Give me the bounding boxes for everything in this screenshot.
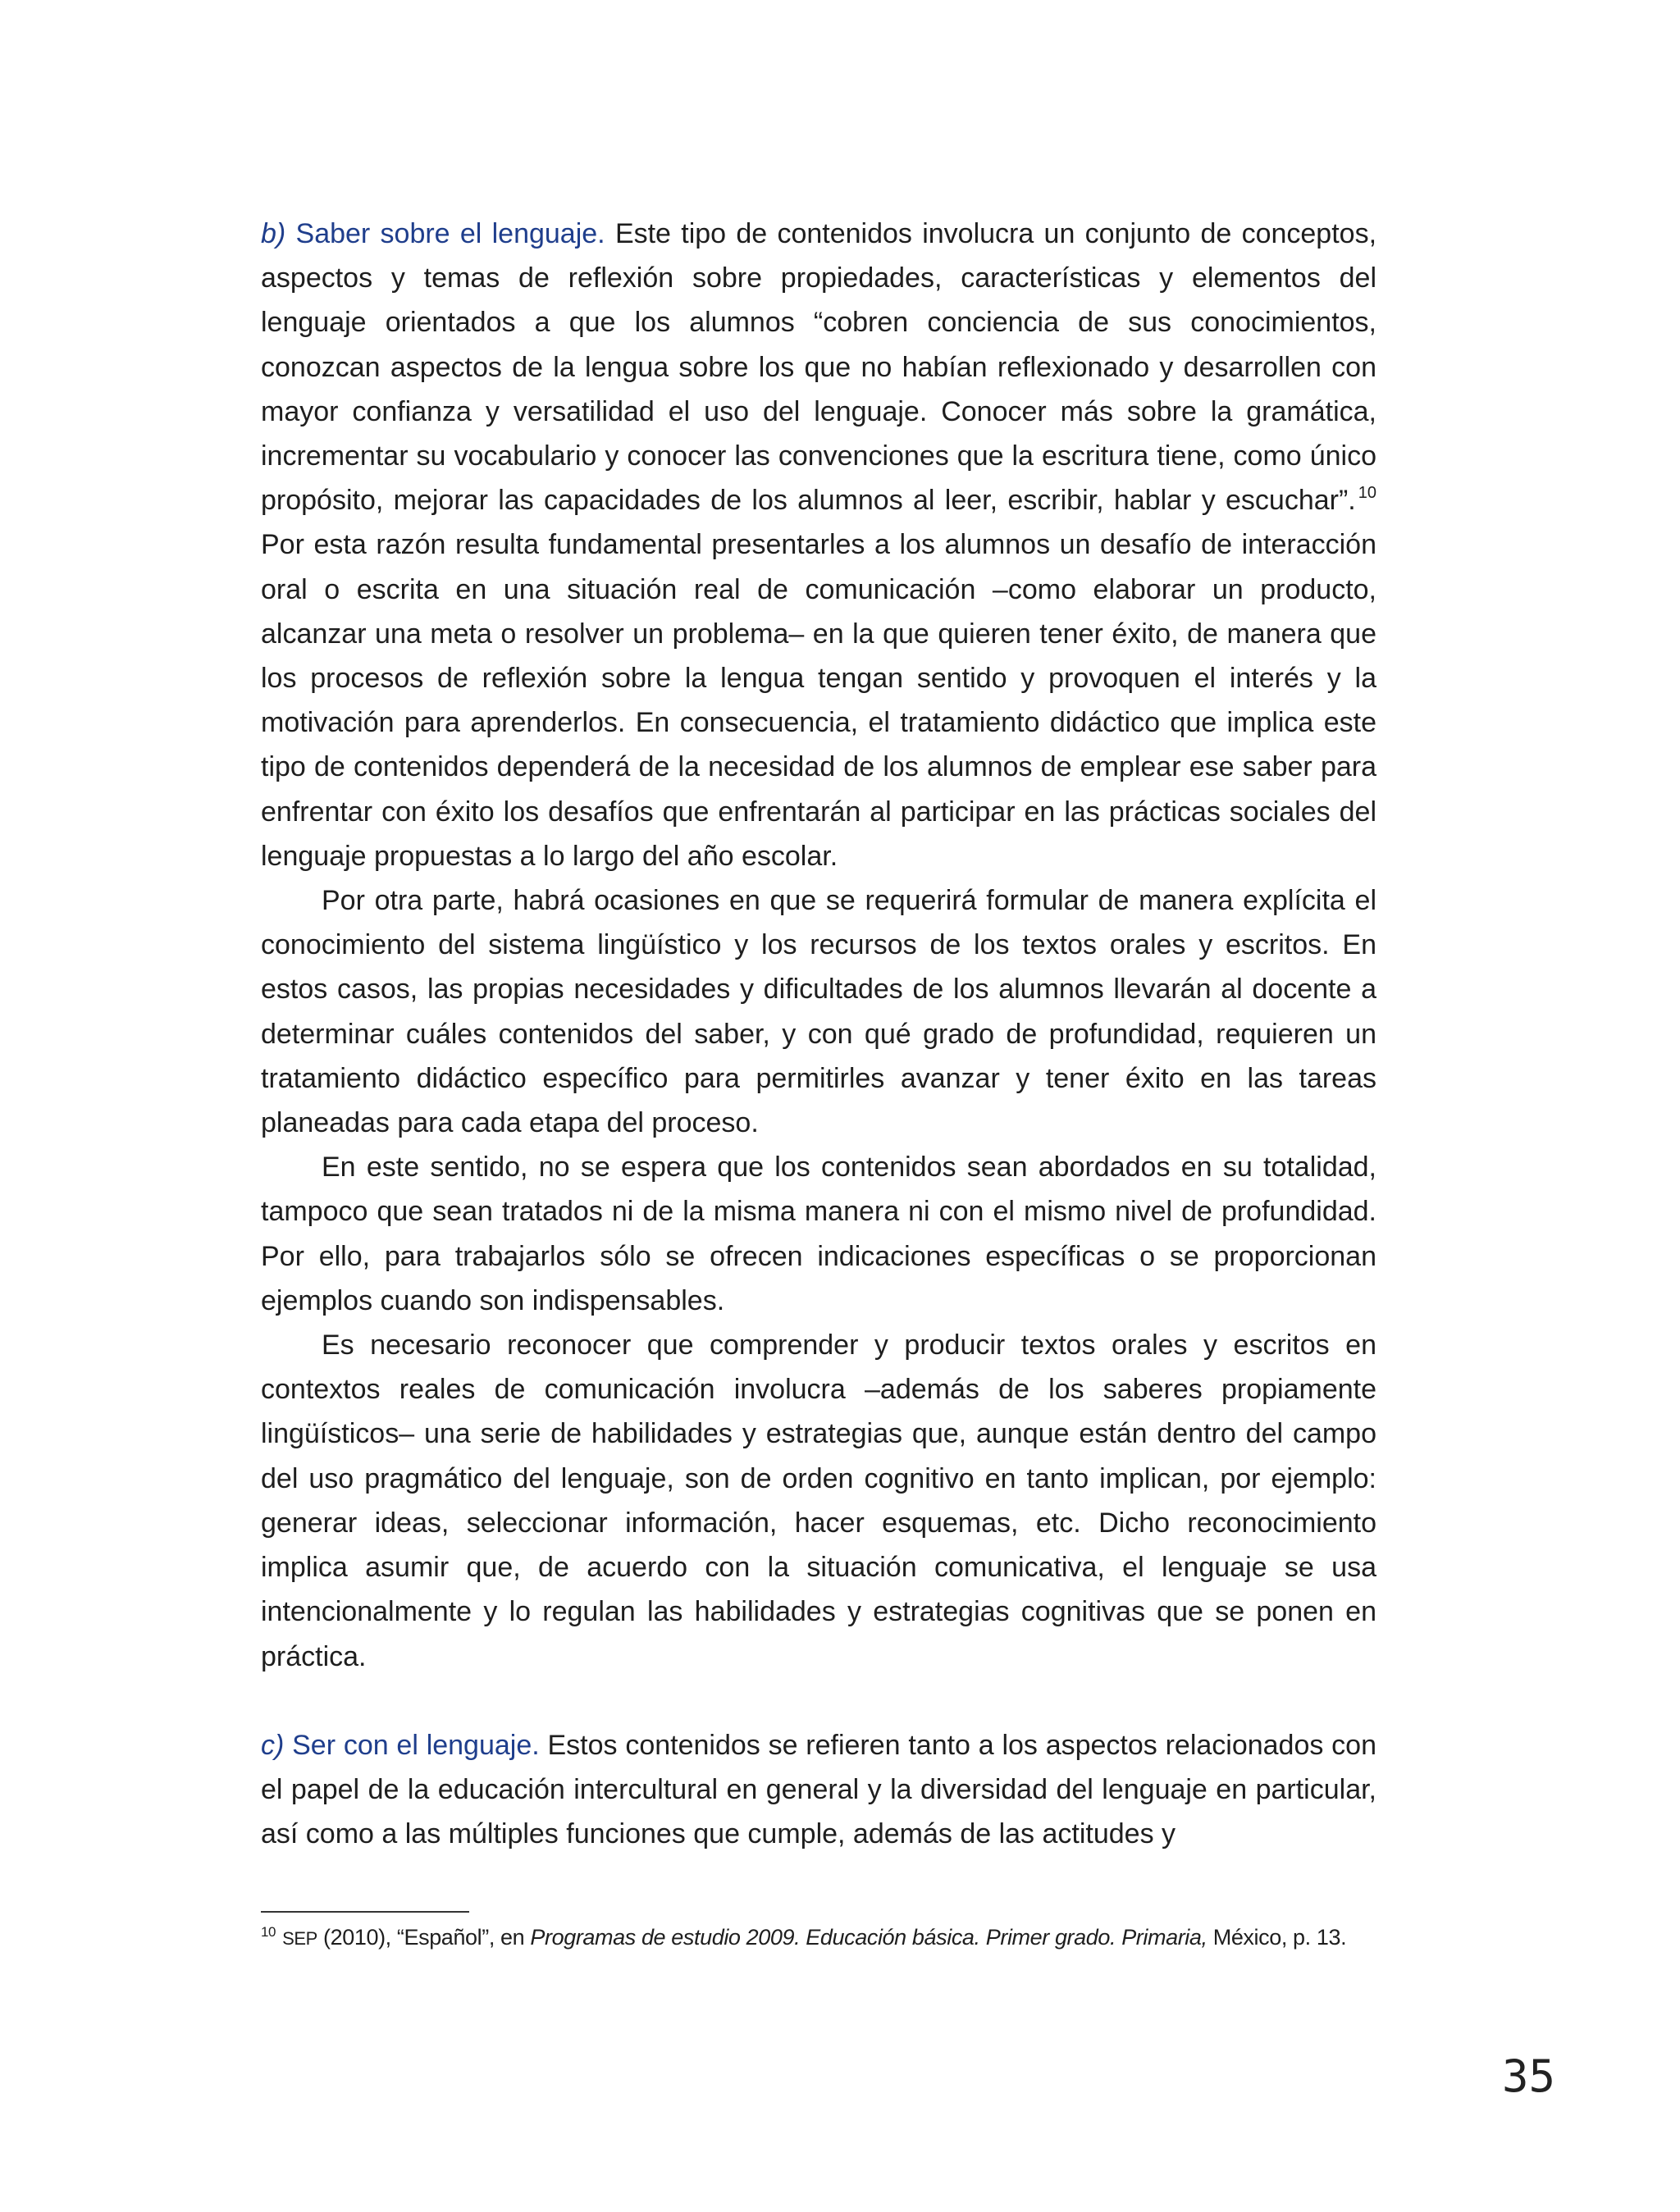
section-b-heading: [261, 218, 605, 249]
footnote-text-end: México, p. 13.: [1207, 1925, 1347, 1950]
section-b-letter: b): [261, 218, 286, 249]
body-text: [261, 212, 1376, 1856]
paragraph: En este sentido, no se espera que los contenidos sean abordados en su totalidad, tampoco que sean tratados ni de la misma manera ni con el mismo nivel de profundidad. Por ello, para trabajarlos sólo se ofrecen indicaciones específicas o se proporcionan ejemplos cuando son indispensables.: [261, 1152, 1376, 1316]
footnote-divider: [261, 1911, 469, 1913]
section-spacer: [261, 1679, 1376, 1723]
section-c-heading: [261, 1730, 540, 1761]
section-c-paragraph: [261, 1723, 1376, 1857]
paragraph: Por otra parte, habrá ocasiones en que se requerirá formular de manera explícita el conocimiento del sistema lingüístico y los recursos de los textos orales y escritos. En estos casos, las propias necesidades y dificultades de los alumnos llevarán al docente a determinar cuáles contenidos del saber, y con qué grado de profundidad, requieren un tratamiento didáctico específico para permitirles avanzar y tener éxito en las tareas planeadas para cada etapa del proceso.: [261, 885, 1376, 1139]
footnote: [261, 1922, 1393, 1954]
section-b-text: Este tipo de contenidos involucra un conjunto de conceptos, aspectos y temas de reflexión sobre propiedades, características y elementos del lenguaje orientados a que los alumnos “cobren conciencia de sus conocimientos, conozcan aspectos de la lengua sobre los que no habían reflexionado y desarrollen con mayor confianza y versatilidad el uso del lenguaje. Conocer más sobre la gramática, incrementar su vocabulario y conocer las convenciones que la escritura tiene, como único propósito, mejorar las capacidades de los alumnos al leer, escribir, hablar y escuchar”.: [261, 218, 1377, 517]
section-b-text-continued: Por esta razón resulta fundamental presentarles a los alumnos un desafío de interacción oral o escrita en una situación real de comunicación –como elaborar un producto, alcanzar una meta o resolver un problema– en la que quieren tener éxito, de manera que los procesos de reflexión sobre la lengua tengan sentido y provoquen el interés y la motivación para aprenderlos. En consecuencia, el tratamiento didáctico que implica este tipo de contenidos dependerá de la necesidad de los alumnos de emplear ese saber para enfrentar con éxito los desafíos que enfrentarán al participar en las prácticas sociales del lenguaje propuestas a lo largo del año escolar.: [261, 529, 1376, 872]
footnote-source-title: Programas de estudio 2009. Educación básica. Primer grado. Primaria,: [530, 1925, 1208, 1950]
section-b-paragraph: [261, 212, 1376, 878]
paragraph: Es necesario reconocer que comprender y producir textos orales y escritos en contextos reales de comunicación involucra –además de los saberes propiamente lingüísticos– una serie de habilidades y estrategias que, aunque están dentro del campo del uso pragmático del lenguaje, son de orden cognitivo en tanto implican, por ejemplo: generar ideas, seleccionar información, hacer esquemas, etc. Dicho reconocimiento implica asumir que, de acuerdo con la situación comunicativa, el lenguaje se usa intencionalmente y lo regulan las habilidades y estrategias cognitivas que se ponen en práctica.: [261, 1329, 1376, 1672]
section-c-heading-text: Ser con el lenguaje.: [292, 1729, 540, 1761]
section-c-text: Estos contenidos se refieren tanto a los aspectos relacionados con el papel de la educación intercultural en general y la diversidad del lenguaje en particular, así como a las múltiples funciones que cumple, además de las actitudes y: [261, 1729, 1376, 1850]
footnote-number: 10: [261, 1924, 276, 1940]
page-number: 35: [1501, 2050, 1555, 2102]
section-b-heading-text: Saber sobre el lenguaje.: [295, 218, 605, 249]
footnote-author: SEP: [282, 1928, 317, 1949]
footnote-reference[interactable]: 10: [1358, 484, 1376, 503]
section-c-letter: c): [261, 1729, 285, 1761]
footnote-text: (2010), “Español”, en: [317, 1925, 531, 1950]
